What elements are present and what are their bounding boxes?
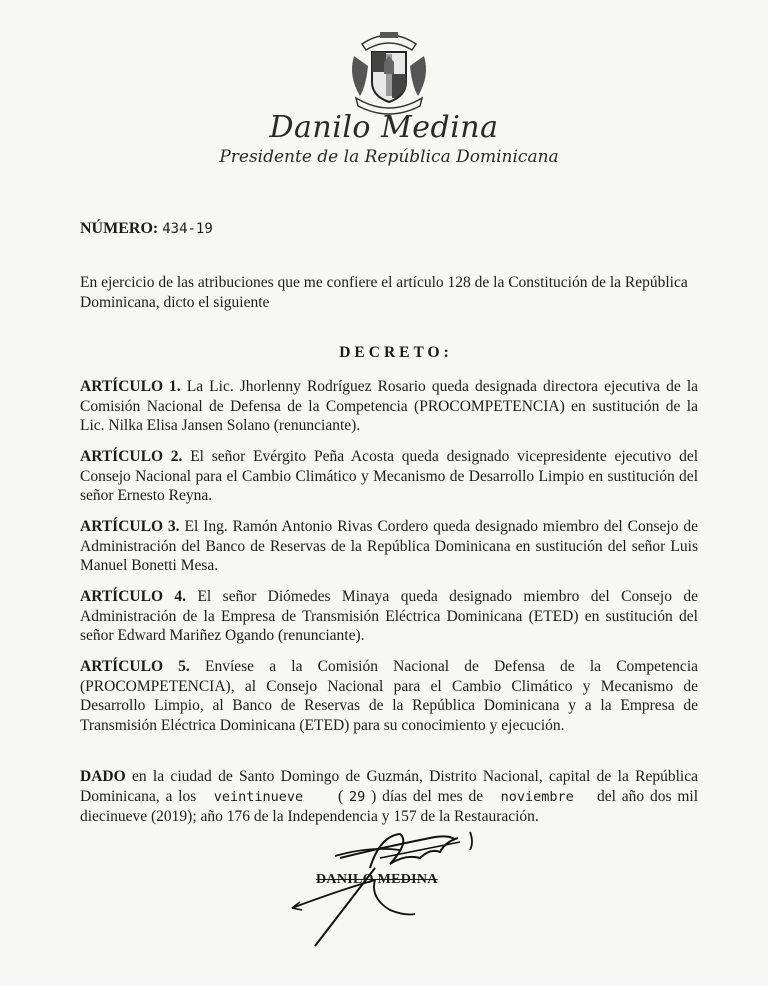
article-text: La Lic. Jhorlenny Rodríguez Rosario queda designada directora ejecutiva de la Comisión Nacional de Defensa de la Competencia (PROCOMPETENCIA) en sustitución de la Lic. Nilka Elisa Jansen Solano (renunciante). — [80, 378, 699, 434]
article-text: El señor Diómedes Minaya queda designado miembro del Consejo de Administración de la Empresa de Transmisión Eléctrica Dominicana (ETED) en sustitución del señor Edward Mariñez Ogando (renunciante). — [80, 588, 698, 644]
article-label: ARTÍCULO 4. — [80, 588, 187, 605]
article-5 — [80, 657, 698, 735]
preamble — [80, 273, 698, 312]
day-number: 29 — [349, 788, 366, 805]
closing-text-1: en la ciudad de Santo Domingo de Guzmán, Distrito Nacional, capital de la República Dominicana, a los — [80, 768, 698, 805]
decree-number-value: 434-19 — [162, 221, 213, 237]
article-3 — [80, 517, 698, 576]
closing-paragraph: DADO en la ciudad de Santo Domingo de Guzmán, Distrito Nacional, capital de la República Dominicana, a los veintinueve ( 29 ) días del mes de noviembre del año dos mil diecinueve (2019); año 176 de la Independencia y 157 de la Restauración. — [80, 768, 698, 825]
article-text: El Ing. Ramón Antonio Rivas Cordero queda designado miembro del Consejo de Administración del Banco de Reservas de la República Dominicana en sustitución del señor Luis Manuel Bonetti Mesa. — [80, 518, 699, 574]
decree-number — [80, 220, 213, 238]
article-2 — [80, 447, 698, 506]
article-label: ARTÍCULO 5. — [80, 658, 190, 675]
preamble-line-2: Dominicana, dicto el siguiente — [80, 293, 270, 311]
preamble-line-1: En ejercicio de las atribuciones que me confiere el artículo 128 de la Constitución de la República — [80, 274, 688, 291]
coat-of-arms-icon — [340, 26, 438, 116]
day-in-words: veintinueve — [213, 788, 304, 805]
article-4 — [80, 587, 698, 646]
article-text: El señor Evérgito Peña Acosta queda designado vicepresidente ejecutivo del Consejo Nacional para el Cambio Climático y Mecanismo de Desarrollo Limpio en sustitución del señor Ernesto Reyna. — [80, 448, 699, 504]
article-1 — [80, 377, 698, 436]
closing-text-2: días del mes de — [382, 787, 484, 805]
article-label: ARTÍCULO 3. — [80, 518, 180, 535]
signatory-name: DANILO MEDINA — [316, 872, 438, 887]
closing-label: DADO — [80, 768, 126, 785]
article-label: ARTÍCULO 2. — [80, 448, 183, 465]
letterhead-title: Presidente de la República Dominicana — [219, 147, 559, 167]
closing-text-3: del año dos mil diecinueve (2019); año 176 de la Independencia y 157 de la Restauración. — [80, 787, 698, 825]
letterhead-name: Danilo Medina — [269, 110, 499, 145]
decree-heading: DECRETO: — [339, 344, 453, 361]
article-text: Envíese a la Comisión Nacional de Defensa de la Competencia (PROCOMPETENCIA), al Consejo Nacional para el Cambio Climático y Mecanismo de Desarrollo Limpio, al Banco de Reservas de la República Dominicana y a la Empresa de Transmisión Eléctrica Dominicana (ETED) para su conocimiento y ejecución. — [80, 658, 699, 734]
article-label: ARTÍCULO 1. — [80, 378, 181, 395]
handwritten-signature-icon — [280, 828, 520, 958]
decree-number-label: NÚMERO: — [80, 220, 159, 237]
month: noviembre — [500, 788, 574, 805]
